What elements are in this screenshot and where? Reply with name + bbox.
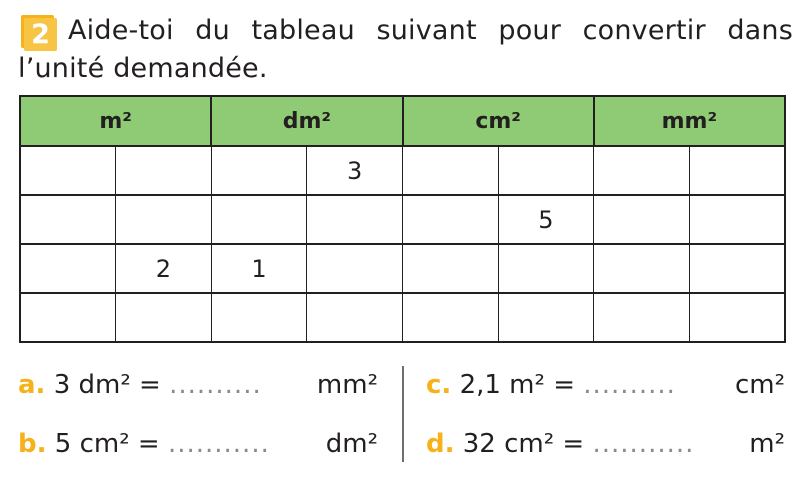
table-cell: [20, 293, 116, 342]
answer-blank[interactable]: ..........: [583, 370, 676, 400]
table-cell: [211, 146, 307, 195]
header-cm2: cm²: [403, 96, 594, 146]
question-expression: 5 cm² =: [54, 429, 160, 459]
question-letter: a.: [18, 370, 46, 400]
table-cell: [498, 293, 594, 342]
table-cell: [20, 244, 116, 293]
question-letter: c.: [426, 370, 452, 400]
table-cell: [116, 195, 212, 244]
table-cell: [498, 244, 594, 293]
table-cell: [594, 293, 690, 342]
table-cell: 3: [307, 146, 403, 195]
table-cell: [689, 244, 785, 293]
table-header-row: [20, 96, 785, 146]
question-letter: d.: [426, 429, 455, 459]
exercise-instruction: Aide-toi du tableau suivant pour convertir dans l’unité demandée.: [18, 15, 793, 84]
table-cell: [689, 293, 785, 342]
table-cell: [689, 195, 785, 244]
question-unit: m²: [749, 429, 785, 459]
answer-blank[interactable]: ..........: [169, 370, 262, 400]
table-cell: [20, 146, 116, 195]
table-cell: [403, 244, 499, 293]
table-cell: 5: [498, 195, 594, 244]
question-expression: 3 dm² =: [53, 370, 161, 400]
table-cell: 1: [211, 244, 307, 293]
question-unit: dm²: [325, 429, 378, 459]
question-c: [426, 369, 785, 401]
exercise-number: 2: [24, 18, 57, 51]
question-b: [18, 428, 378, 460]
header-dm2: dm²: [211, 96, 402, 146]
question-unit: mm²: [316, 370, 378, 400]
table-row: [20, 293, 785, 342]
table-cell: [20, 195, 116, 244]
header-mm2: mm²: [594, 96, 785, 146]
table-cell: [211, 293, 307, 342]
table-row: [20, 146, 785, 195]
table-cell: [403, 293, 499, 342]
table-cell: [594, 195, 690, 244]
column-divider: [402, 366, 404, 462]
question-d: [426, 428, 785, 460]
table-cell: [403, 195, 499, 244]
question-letter: b.: [18, 429, 47, 459]
question-expression: 2,1 m² =: [459, 370, 575, 400]
table-row: [20, 195, 785, 244]
table-cell: [498, 146, 594, 195]
table-cell: 2: [116, 244, 212, 293]
question-unit: cm²: [734, 370, 785, 400]
table-row: [20, 244, 785, 293]
answer-blank[interactable]: ...........: [592, 429, 695, 459]
table-cell: [594, 146, 690, 195]
question-a: [18, 369, 378, 401]
header-m2: m²: [20, 96, 211, 146]
table-cell: [689, 146, 785, 195]
table-cell: [594, 244, 690, 293]
table-cell: [307, 244, 403, 293]
answer-blank[interactable]: ...........: [167, 429, 270, 459]
table-cell: [403, 146, 499, 195]
conversion-table: [19, 95, 786, 343]
table-cell: [307, 293, 403, 342]
table-cell: [211, 195, 307, 244]
table-cell: [116, 293, 212, 342]
table-cell: [307, 195, 403, 244]
table-cell: [116, 146, 212, 195]
question-expression: 32 cm² =: [462, 429, 585, 459]
